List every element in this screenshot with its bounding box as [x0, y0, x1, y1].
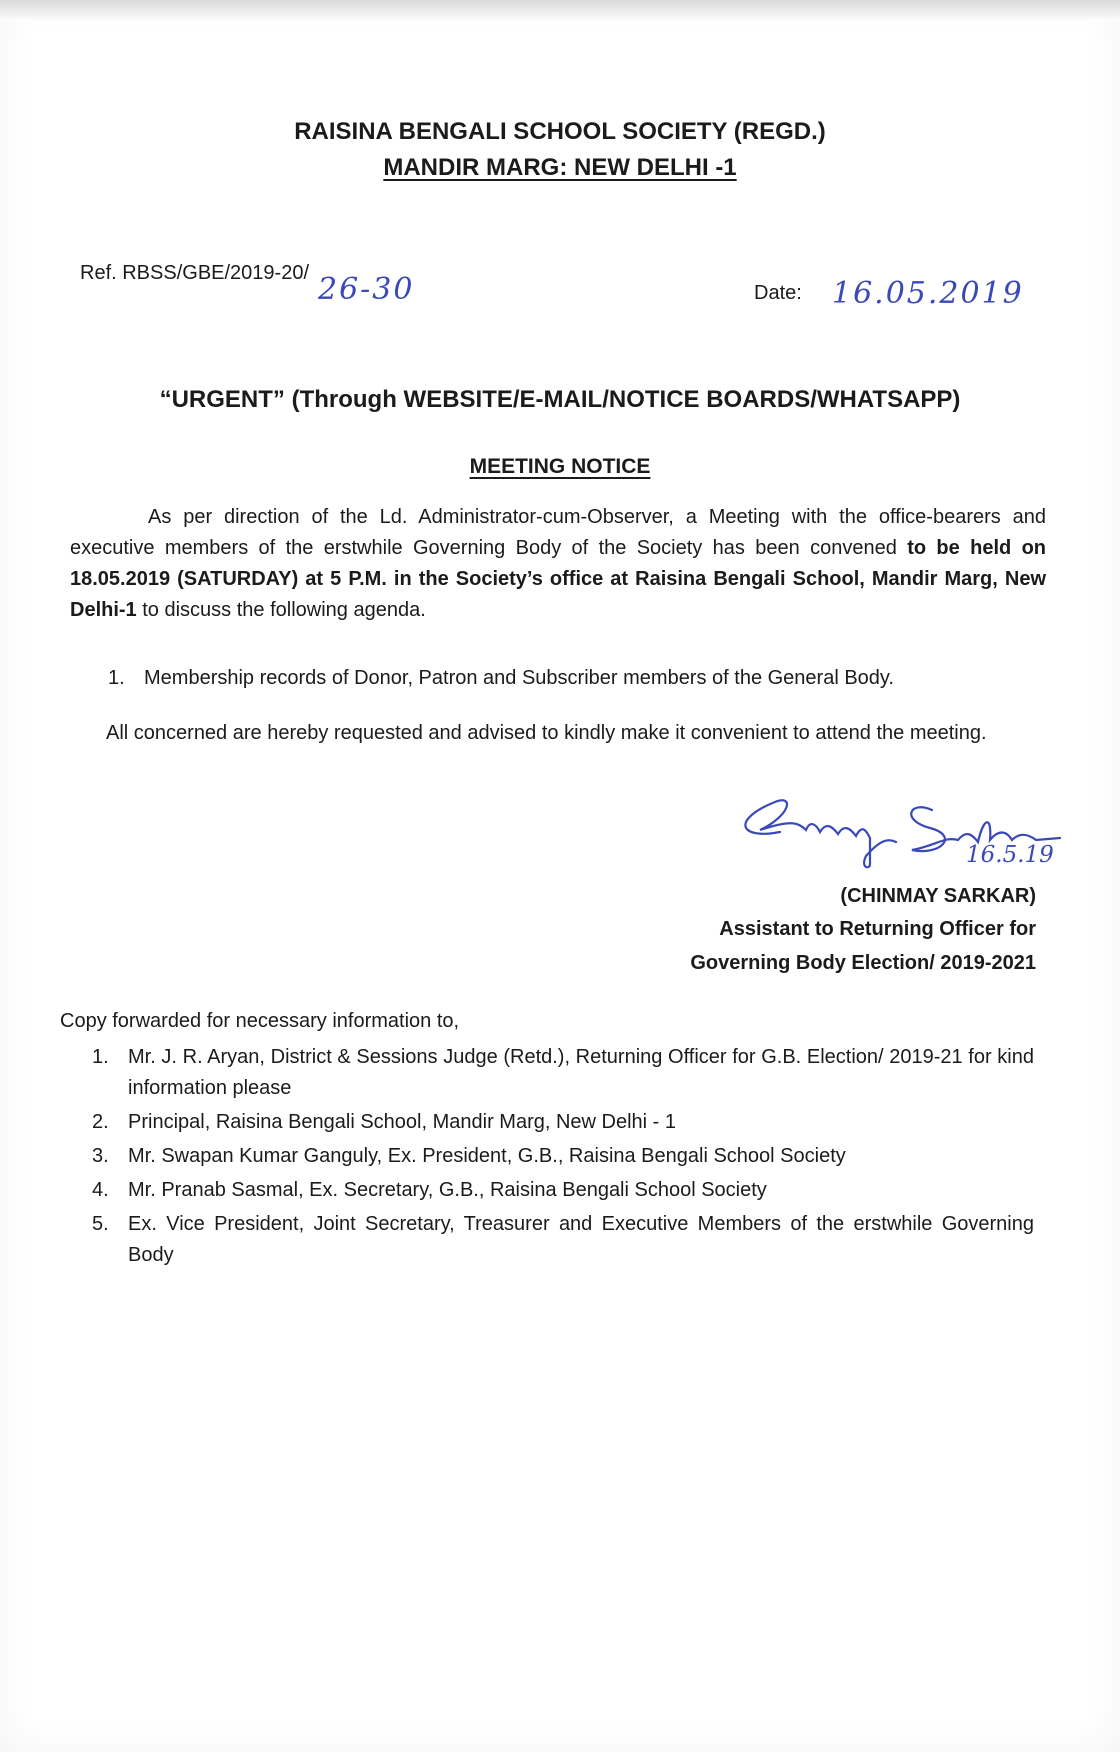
list-item	[92, 1107, 1034, 1138]
list-item-text: Ex. Vice President, Joint Secretary, Treasurer and Executive Members of the erstwhile Governing Body	[128, 1213, 1034, 1266]
agenda-item-number: 1.	[108, 667, 125, 689]
list-item-text: Mr. J. R. Aryan, District & Sessions Judge (Retd.), Returning Officer for G.B. Election/ 2019-21 for kind information please	[128, 1046, 1034, 1099]
handwritten-reference-number: 26-30	[318, 272, 415, 307]
signatory-title-line-1: Assistant to Returning Officer for	[719, 918, 1036, 940]
list-item-number: 5.	[92, 1213, 109, 1235]
list-item-text: Mr. Swapan Kumar Ganguly, Ex. President, G.B., Raisina Bengali School Society	[128, 1145, 846, 1167]
urgent-line: “URGENT” (Through WEBSITE/E-MAIL/NOTICE BOARDS/WHATSAPP)	[159, 386, 961, 413]
body-paragraph-1	[70, 502, 1046, 626]
list-item-text: Principal, Raisina Bengali School, Mandir Marg, New Delhi - 1	[128, 1111, 677, 1133]
list-item-text: Mr. Pranab Sasmal, Ex. Secretary, G.B., Raisina Bengali School Society	[128, 1179, 767, 1201]
agenda-item	[108, 663, 1048, 693]
notice-title	[0, 455, 1120, 479]
reference-label: Ref. RBSS/GBE/2019-20/	[80, 262, 310, 284]
list-item-number: 4.	[92, 1179, 109, 1201]
signatory-name: (CHINMAY SARKAR)	[840, 885, 1036, 907]
org-address	[0, 154, 1120, 182]
org-address-text: MANDIR MARG: NEW DELHI -1	[383, 154, 737, 181]
scan-edge-shadow	[0, 0, 1120, 22]
date-label: Date:	[754, 282, 802, 304]
notice-title-text: MEETING NOTICE	[469, 455, 651, 478]
org-name: RAISINA BENGALI SCHOOL SOCIETY (REGD.)	[294, 118, 826, 145]
list-item	[92, 1042, 1034, 1104]
para1-part-a: As per direction of the Ld. Administrator-cum-Observer, a Meeting with the office-bearers and executive members of the erstwhile Governing Body of the Society has been convened	[70, 506, 1046, 559]
list-item	[92, 1175, 1034, 1206]
agenda-item-text: Membership records of Donor, Patron and Subscriber members of the General Body.	[144, 667, 894, 689]
handwritten-date: 16.05.2019	[832, 276, 1024, 311]
list-item-number: 1.	[92, 1046, 109, 1068]
para1-bold-part: to be held on 18.05.2019 (SATURDAY) at 5 P.M. in the Society’s office at Raisina Bengali School, Mandir Marg, New Delhi-1	[70, 537, 1046, 621]
para1-part-c: to discuss the following agenda.	[136, 599, 426, 621]
list-item-number: 2.	[92, 1111, 109, 1133]
copy-forwarded-heading: Copy forwarded for necessary information to,	[60, 1010, 460, 1032]
copy-recipient-list	[92, 1042, 1034, 1274]
list-item	[92, 1141, 1034, 1172]
signature-date: 16.5.19	[966, 842, 1054, 868]
body-paragraph-2: All concerned are hereby requested and advised to kindly make it convenient to attend the meeting.	[106, 722, 987, 744]
list-item-number: 3.	[92, 1145, 109, 1167]
signatory-title-line-2: Governing Body Election/ 2019-2021	[690, 952, 1036, 974]
signature-stroke-1	[745, 800, 896, 867]
list-item	[92, 1209, 1034, 1271]
